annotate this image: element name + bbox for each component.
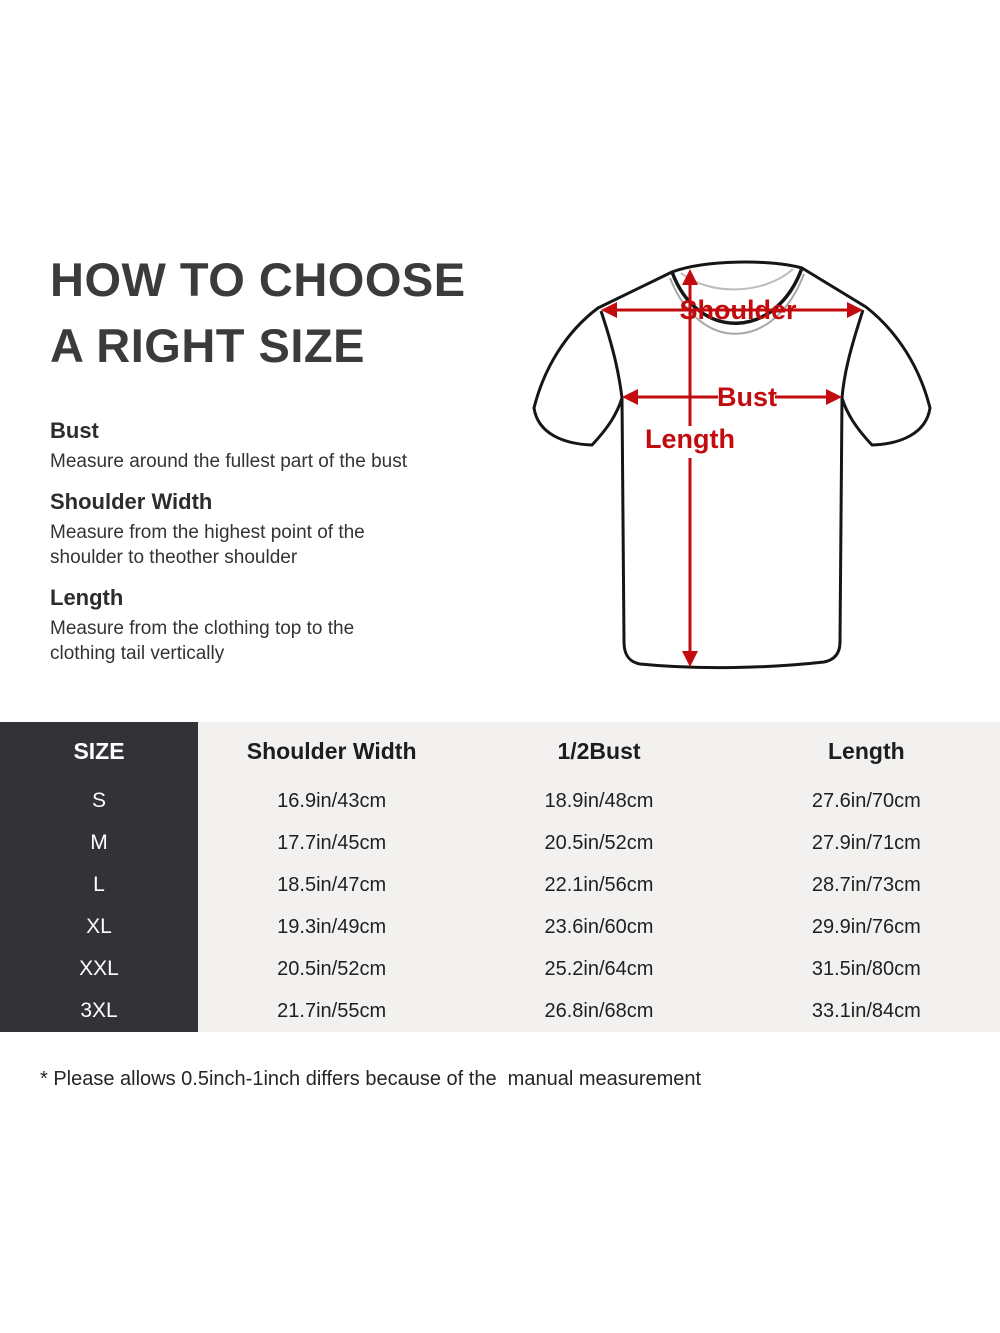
- tshirt-measurement-diagram: [520, 250, 1000, 690]
- size-table-cell-half-bust: 26.8in/68cm: [465, 990, 732, 1032]
- measure-guide: [50, 247, 510, 680]
- measurement-footnote: * Please allows 0.5inch-1inch differs because of the manual measurement: [40, 1068, 702, 1090]
- guide-section-text: clothing tail vertically: [50, 643, 225, 664]
- guide-section-title: Bust: [50, 418, 99, 443]
- size-table-row-size: 3XL: [0, 990, 198, 1032]
- size-table-cell-length: 28.7in/73cm: [733, 864, 1000, 906]
- size-table-cell-half-bust: 18.9in/48cm: [465, 780, 732, 822]
- size-table-cell-half-bust: 25.2in/64cm: [465, 948, 732, 990]
- size-table-cell-length: 29.9in/76cm: [733, 906, 1000, 948]
- guide-section-bust: [50, 417, 510, 474]
- size-table-cell-shoulder-width: 21.7in/55cm: [198, 990, 465, 1032]
- tshirt-diagram-svg: [520, 250, 1000, 690]
- size-table-row-size: XXL: [0, 948, 198, 990]
- size-table-header-half-bust: 1/2Bust: [465, 722, 732, 780]
- guide-section-length: [50, 584, 510, 666]
- diagram-shoulder-label: Shoulder: [679, 295, 797, 325]
- size-table-row-size: L: [0, 864, 198, 906]
- size-table-cell-length: 27.6in/70cm: [733, 780, 1000, 822]
- size-table-cell-half-bust: 22.1in/56cm: [465, 864, 732, 906]
- size-table: [0, 722, 1000, 1032]
- guide-section-shoulder-width: [50, 488, 510, 570]
- size-table-cell-shoulder-width: 16.9in/43cm: [198, 780, 465, 822]
- guide-section-text: Measure around the fullest part of the bust: [50, 451, 407, 472]
- size-table-cell-shoulder-width: 19.3in/49cm: [198, 906, 465, 948]
- page-title-line1: HOW TO CHOOSE: [50, 253, 466, 306]
- guide-section-title: Shoulder Width: [50, 489, 213, 514]
- guide-section-text: Measure from the clothing top to the: [50, 618, 355, 639]
- size-table-row-size: S: [0, 780, 198, 822]
- guide-section-title: Length: [50, 585, 124, 610]
- page-title: [50, 247, 510, 379]
- diagram-length-label: Length: [645, 424, 735, 454]
- guide-section-text: Measure from the highest point of the: [50, 522, 365, 543]
- size-table-cell-shoulder-width: 17.7in/45cm: [198, 822, 465, 864]
- size-table-cell-length: 33.1in/84cm: [733, 990, 1000, 1032]
- size-table-cell-half-bust: 20.5in/52cm: [465, 822, 732, 864]
- size-table-row-size: M: [0, 822, 198, 864]
- size-table-row-size: XL: [0, 906, 198, 948]
- size-table-cell-half-bust: 23.6in/60cm: [465, 906, 732, 948]
- size-table-header-size: SIZE: [0, 722, 198, 780]
- size-table-header-shoulder-width: Shoulder Width: [198, 722, 465, 780]
- size-table-cell-length: 31.5in/80cm: [733, 948, 1000, 990]
- page-title-line2: A RIGHT SIZE: [50, 319, 365, 372]
- size-table-header-length: Length: [733, 722, 1000, 780]
- diagram-bust-label: Bust: [717, 382, 777, 412]
- size-table-cell-length: 27.9in/71cm: [733, 822, 1000, 864]
- size-table-cell-shoulder-width: 18.5in/47cm: [198, 864, 465, 906]
- size-table-cell-shoulder-width: 20.5in/52cm: [198, 948, 465, 990]
- guide-section-text: shoulder to theother shoulder: [50, 547, 298, 568]
